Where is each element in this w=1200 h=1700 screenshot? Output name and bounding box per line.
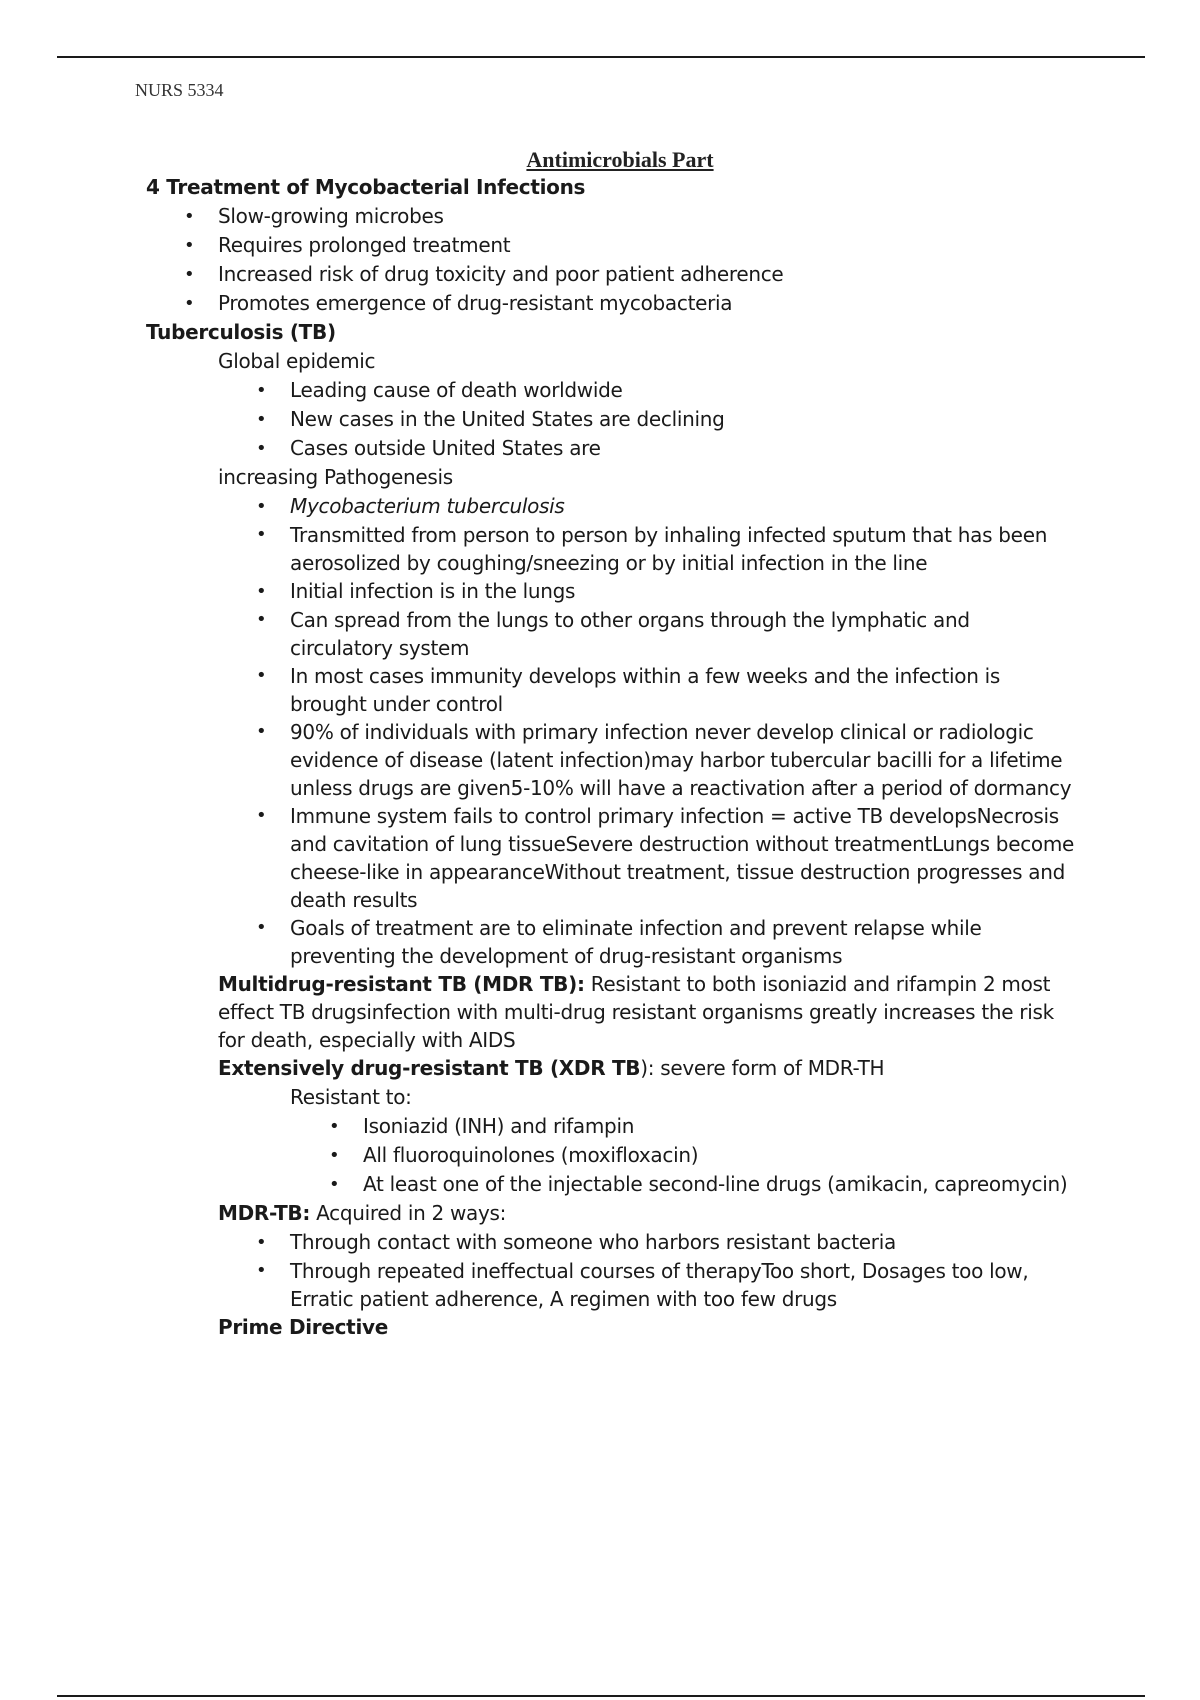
prime-directive-heading: Prime Directive — [218, 1315, 389, 1339]
list-item: • 90% of individuals with primary infection never develop clinical or radiologic evidence of disease (latent infection)may harbor tubercular bacilli for a lifetime unless drugs are given5-10% will have a reactivation after a period of dormancy — [290, 718, 1075, 802]
resistant-to-label: Resistant to: — [290, 1085, 412, 1109]
list-item: • Initial infection is in the lungs — [290, 577, 1200, 606]
list-item: • New cases in the United States are declining — [290, 405, 1200, 434]
mdr-tb-label: Multidrug-resistant TB (MDR TB): — [218, 972, 585, 996]
xdr-tb-text: ): severe form of MDR-TH — [640, 1056, 885, 1080]
top-rule — [57, 56, 1145, 58]
section-heading-tuberculosis: Tuberculosis (TB) — [146, 320, 336, 344]
page-title: Antimicrobials Part — [526, 147, 714, 172]
list-item: • Through contact with someone who harbors resistant bacteria — [290, 1228, 1200, 1257]
global-epidemic-label: Global epidemic — [218, 349, 376, 373]
list-item: • Promotes emergence of drug-resistant mycobacteria — [218, 289, 1200, 318]
list-item: • Cases outside United States are — [290, 434, 1200, 463]
mdr-acquired-text: Acquired in 2 ways: — [310, 1201, 507, 1225]
list-item: • Goals of treatment are to eliminate infection and prevent relapse while preventing the development of drug-resistant organisms — [290, 914, 1075, 970]
list-item: • Immune system fails to control primary infection = active TB developsNecrosis and cavitation of lung tissueSevere destruction without treatmentLungs become cheese-like in appearanceWithout treatment, tissue destruction progresses and death results — [290, 802, 1075, 914]
pathogenesis-label: increasing Pathogenesis — [218, 465, 453, 489]
section-heading-mycobacterial: 4 Treatment of Mycobacterial Infections — [146, 175, 586, 199]
list-item: • In most cases immunity develops within a few weeks and the infection is brought under control — [290, 662, 1075, 718]
mdr-tb-text: Resistant to both isoniazid and rifampin 2 most effect TB drugsinfection with multi-drug resistant organisms greatly increases the risk for death, especially with AIDS — [218, 972, 1054, 1052]
xdr-tb-paragraph — [218, 1054, 1200, 1083]
mdr-acquired-label: MDR-TB: — [218, 1201, 311, 1225]
pathogen-name: • Mycobacterium tuberculosis — [290, 492, 1200, 521]
list-item: • Requires prolonged treatment — [218, 231, 1200, 260]
list-item: • Increased risk of drug toxicity and poor patient adherence — [218, 260, 1200, 289]
list-item: • Isoniazid (INH) and rifampin — [363, 1112, 1200, 1141]
list-item: • All fluoroquinolones (moxifloxacin) — [363, 1141, 1200, 1170]
bottom-rule — [57, 1695, 1145, 1697]
list-item: • Transmitted from person to person by inhaling infected sputum that has been aerosolized by coughing/sneezing or by initial infection in the line — [290, 521, 1075, 577]
list-item: • At least one of the injectable second-line drugs (amikacin, capreomycin) — [363, 1170, 1200, 1199]
list-item: • Can spread from the lungs to other organs through the lymphatic and circulatory system — [290, 606, 1075, 662]
course-code: NURS 5334 — [135, 80, 224, 100]
list-item: • Slow-growing microbes — [218, 202, 1200, 231]
xdr-tb-label: Extensively drug-resistant TB (XDR TB — [218, 1056, 641, 1080]
list-item: • Through repeated ineffectual courses of therapyToo short, Dosages too low, Erratic patient adherence, A regimen with too few drugs — [290, 1257, 1075, 1313]
mdr-acquired-paragraph — [218, 1199, 1200, 1228]
list-item: • Leading cause of death worldwide — [290, 376, 1200, 405]
mdr-tb-paragraph — [218, 970, 1068, 1054]
document-body — [0, 173, 1200, 1342]
